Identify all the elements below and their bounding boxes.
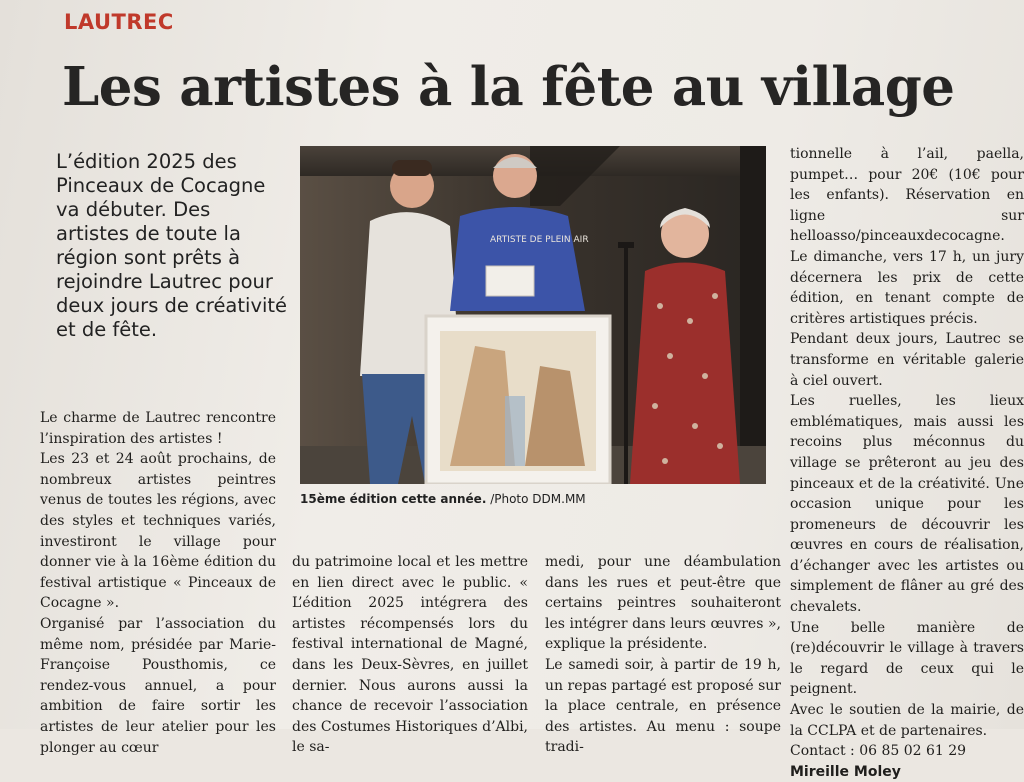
paragraph: Le charme de Lautrec rencontre l’inspiration des artistes ! [40,410,276,447]
paragraph: Les ruelles, les lieux emblématiques, mais aussi les recoins plus méconnus du village se prêteront au jeu des pinceaux et de la créativité. Une occasion unique pour les promeneurs de découvrir les œuvres en cours de réalisation, d’échanger avec les artistes ou simplement de flâner au gré des chevalets. [790,393,1024,616]
paragraph: Pendant deux jours, Lautrec se transforme en véritable galerie à ciel ouvert. [790,331,1024,389]
paragraph: Contact : 06 85 02 61 29 [790,743,967,760]
paragraph: Organisé par l’association du même nom, présidée par Marie-Françoise Pousthomis, ce rendez-vous annuel, a pour ambition de faire sortir les artistes de leur atelier pour les plonger au cœur [40,615,276,756]
news-photo [300,146,766,484]
paragraph: tionnelle à l’ail, paella, pumpet… pour 20€ (10€ pour les enfants). Réservation en ligne sur helloasso/pinceauxdecocagne. [790,146,1024,245]
lead-paragraph: L’édition 2025 des Pinceaux de Cocagne va débuter. Des artistes de toute la région sont prêts à rejoindre Lautrec pour deux jours de créativité et de fête. [56,150,288,341]
paragraph: du patrimoine local et les mettre en lien direct avec le public. « L’édition 2025 intégrera des artistes récompensés lors du festival international de Magné, dans les Deux-Sèvres, en juillet dernier. Nous aurons aussi la chance de recevoir l’association des Costumes Historiques d’Albi, le sa- [292,554,528,756]
paragraph: Une belle manière de (re)découvrir le village à travers le regard de ceux qui le peignent. [790,619,1024,698]
article-column-3 [545,552,781,758]
article-column-2 [292,552,528,758]
caption-text: 15ème édition cette année. [300,492,487,506]
author-signature: Mireille Moley [790,763,901,780]
photo-credit: /Photo DDM.MM [490,492,586,506]
paragraph: Le dimanche, vers 17 h, un jury décernera les prix de cette édition, en tenant compte de critères artistiques précis. [790,248,1024,327]
section-label: LAUTREC [64,10,174,34]
paragraph: Avec le soutien de la mairie, de la CCLPA et de partenaires. [790,702,1024,739]
photo-caption [300,492,766,506]
tshirt-text: ARTISTE DE PLEIN AIR [490,235,589,245]
paragraph: Le samedi soir, à partir de 19 h, un repas partagé est proposé sur la place centrale, en présence des artistes. Au menu : soupe tradi- [545,656,781,756]
article-column-1 [40,408,276,758]
headline: Les artistes à la fête au village [62,56,955,118]
paragraph: Les 23 et 24 août prochains, de nombreux artistes peintres venus de toutes les régions, avec des styles et techniques variés, investiront le village pour donner vie à la 16ème édition du festival artistique « Pinceaux de Cocagne ». [40,451,276,612]
article-column-4 [790,144,1024,782]
paragraph: medi, pour une déambulation dans les rues et peut-être que certains peintres souhaiteront les intégrer dans leurs œuvres », explique la présidente. [545,554,781,653]
